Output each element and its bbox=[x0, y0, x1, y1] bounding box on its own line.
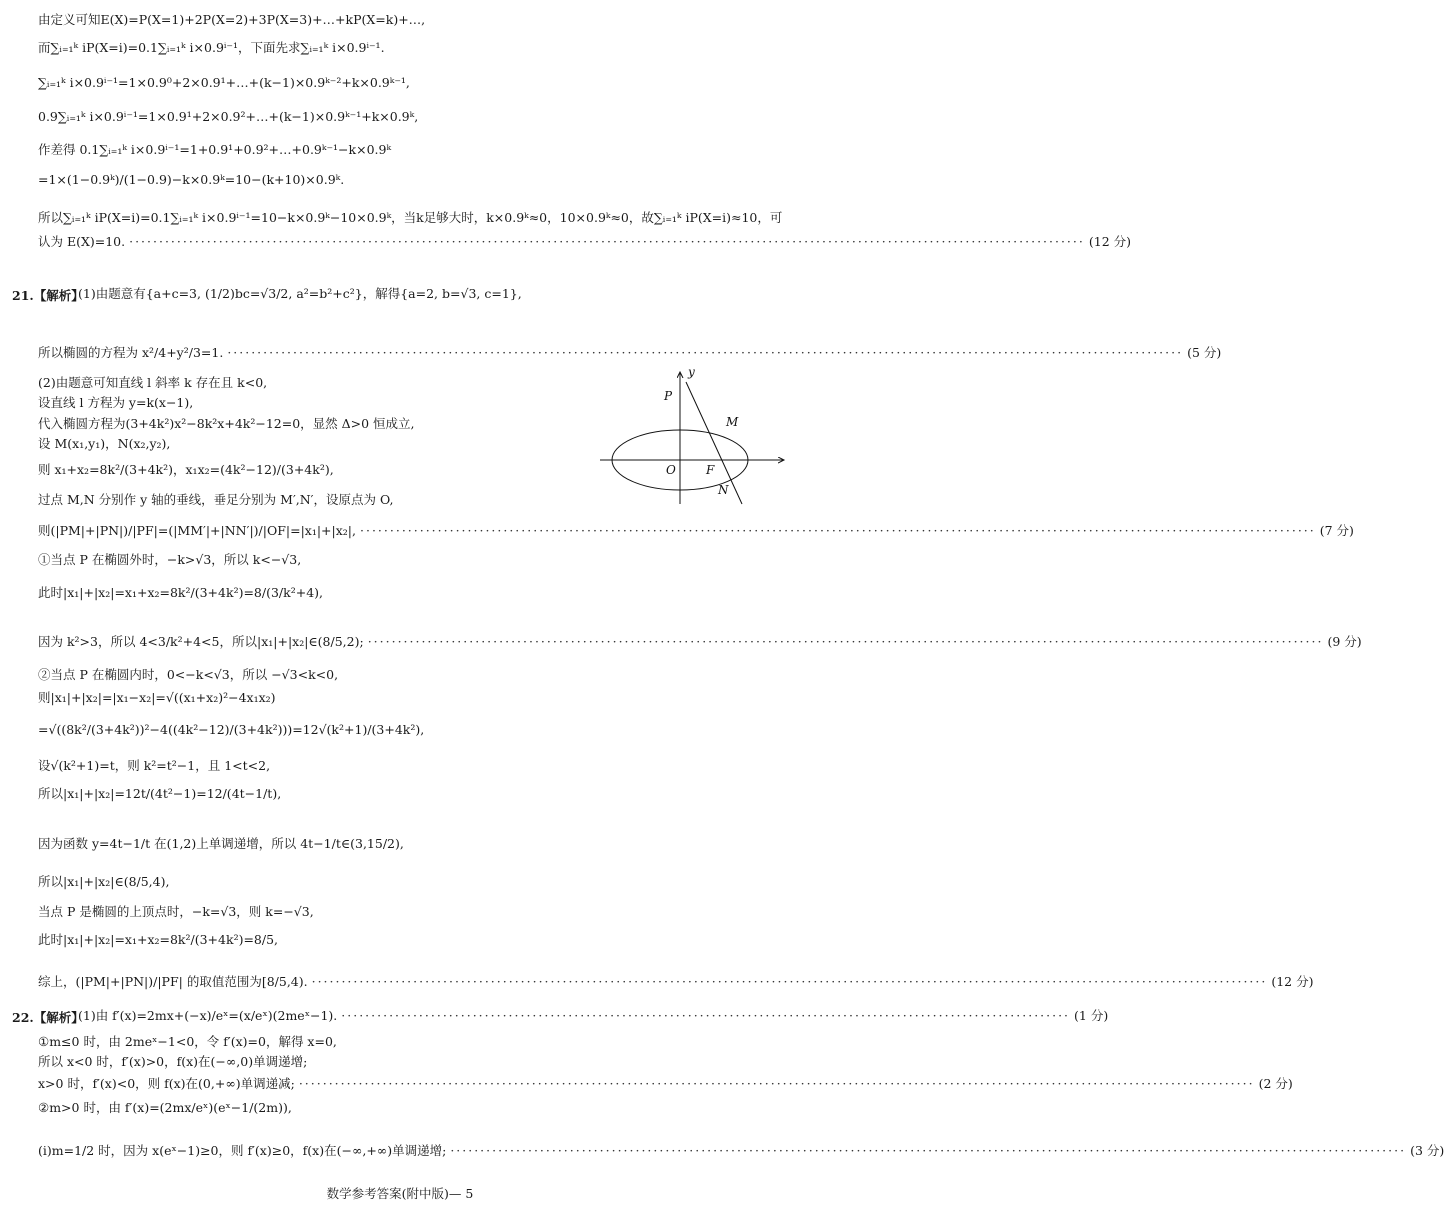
origin-label: O bbox=[666, 463, 676, 477]
scored-line bbox=[38, 234, 1131, 250]
leader-dots: ································································································································································ bbox=[129, 234, 1085, 249]
leader-dots: ································································································································································ bbox=[298, 1076, 1255, 1091]
solution-line: 所以|x₁|+|x₂|=12t/(4t²−1)=12/(4t−1/t), bbox=[38, 786, 282, 801]
scored-line bbox=[38, 1143, 1444, 1159]
solution-line: ②当点 P 在椭圆内时，0<−k<√3，所以 −√3<k<0, bbox=[38, 667, 339, 682]
solution-line: 此时|x₁|+|x₂|=x₁+x₂=8k²/(3+4k²)=8/5, bbox=[38, 932, 279, 947]
score-label: (5 分) bbox=[1187, 345, 1222, 360]
leader-dots: ································································································································································ bbox=[360, 523, 1316, 538]
score-label: (2 分) bbox=[1258, 1076, 1293, 1091]
solution-line: 因为函数 y=4t−1/t 在(1,2)上单调递增，所以 4t−1/t∈(3,15/2), bbox=[38, 836, 404, 851]
step-text: 因为 k²>3，所以 4<3/k²+4<5，所以|x₁|+|x₂|∈(8/5,2); bbox=[38, 634, 364, 649]
solution-line: =1×(1−0.9ᵏ)/(1−0.9)−k×0.9ᵏ=10−(k+10)×0.9ᵏ. bbox=[38, 172, 345, 187]
question-22-number bbox=[12, 1008, 84, 1026]
scored-line bbox=[38, 345, 1222, 361]
solution-line: 此时|x₁|+|x₂|=x₁+x₂=8k²/(3+4k²)=8/(3/k²+4), bbox=[38, 585, 323, 600]
question-21-number bbox=[12, 286, 84, 304]
solution-line: 设直线 l 方程为 y=k(x−1), bbox=[38, 395, 194, 410]
solution-line: =√((8k²/(3+4k²))²−4((4k²−12)/(3+4k²)))=12√(k²+1)/(3+4k²), bbox=[38, 722, 425, 737]
ellipse-figure bbox=[596, 365, 792, 508]
step-text: 则(|PM|+|PN|)/|PF|=(|MM′|+|NN′|)/|OF|=|x₁|+|x₂|, bbox=[38, 523, 356, 538]
leader-dots: ································································································································································ bbox=[227, 345, 1184, 360]
step-text: (i)m=1/2 时，因为 x(eˣ−1)≥0，则 f′(x)≥0，f(x)在(−∞,+∞)单调递增; bbox=[38, 1143, 447, 1158]
step-text: 认为 E(X)=10. bbox=[38, 234, 126, 249]
question-number: 21. bbox=[12, 288, 34, 303]
leader-dots: ································································································································································ bbox=[367, 634, 1324, 649]
solution-line: 由定义可知E(X)=P(X=1)+2P(X=2)+3P(X=3)+…+kP(X=k)+…, bbox=[38, 12, 426, 27]
score-label: (9 分) bbox=[1327, 634, 1362, 649]
solution-line: 过点 M,N 分别作 y 轴的垂线，垂足分别为 M′,N′，设原点为 O, bbox=[38, 492, 394, 507]
score-label: (12 分) bbox=[1088, 234, 1131, 249]
score-label: (7 分) bbox=[1319, 523, 1354, 538]
score-label: (1 分) bbox=[1074, 1008, 1109, 1023]
solution-line: 代入椭圆方程为(3+4k²)x²−8k²x+4k²−12=0，显然 Δ>0 恒成立, bbox=[38, 416, 415, 431]
scored-line bbox=[38, 523, 1354, 539]
question-number: 22. bbox=[12, 1010, 34, 1025]
solution-line: 设√(k²+1)=t，则 k²=t²−1，且 1<t<2, bbox=[38, 758, 271, 773]
page-footer: 数学参考答案(附中版)— 5 bbox=[326, 1186, 474, 1201]
point-n-label: N bbox=[718, 483, 729, 497]
scored-line bbox=[38, 634, 1362, 650]
solution-line: 所以 x<0 时，f′(x)>0，f(x)在(−∞,0)单调递增; bbox=[38, 1054, 308, 1069]
scored-line bbox=[38, 1076, 1293, 1092]
solution-line: 则 x₁+x₂=8k²/(3+4k²)，x₁x₂=(4k²−12)/(3+4k²), bbox=[38, 462, 334, 477]
solution-line: (2)由题意可知直线 l 斜率 k 存在且 k<0, bbox=[38, 375, 268, 390]
solution-line: 0.9∑ᵢ₌₁ᵏ i×0.9ⁱ⁻¹=1×0.9¹+2×0.9²+…+(k−1)×0.9ᵏ⁻¹+k×0.9ᵏ, bbox=[38, 109, 419, 124]
solution-line: 当点 P 是椭圆的上顶点时，−k=√3，则 k=−√3, bbox=[38, 904, 314, 919]
solution-line: 作差得 0.1∑ᵢ₌₁ᵏ i×0.9ⁱ⁻¹=1+0.9¹+0.9²+…+0.9ᵏ⁻¹−k×0.9ᵏ bbox=[38, 142, 392, 157]
solution-line: 而∑ᵢ₌₁ᵏ iP(X=i)=0.1∑ᵢ₌₁ᵏ i×0.9ⁱ⁻¹，下面先求∑ᵢ₌₁ᵏ i×0.9ⁱ⁻¹. bbox=[38, 40, 385, 55]
focus-f-label: F bbox=[706, 463, 715, 477]
score-label: (3 分) bbox=[1410, 1143, 1444, 1158]
leader-dots: ································································································································································ bbox=[450, 1143, 1407, 1158]
question-21-system: (1)由题意有{a+c=3, (1/2)bc=√3/2, a²=b²+c²}，解得{a=2, b=√3, c=1}, bbox=[78, 286, 522, 301]
solution-line: 则|x₁|+|x₂|=|x₁−x₂|=√((x₁+x₂)²−4x₁x₂) bbox=[38, 690, 276, 705]
solution-line: ①m≤0 时，由 2meˣ−1<0，令 f′(x)=0，解得 x=0, bbox=[38, 1034, 337, 1049]
point-m-label: M bbox=[726, 415, 739, 429]
solution-line: ②m>0 时，由 f′(x)=(2mx/eˣ)(eˣ−1/(2m)), bbox=[38, 1100, 292, 1115]
step-text: x>0 时，f′(x)<0，则 f(x)在(0,+∞)单调递减; bbox=[38, 1076, 295, 1091]
solution-line: 设 M(x₁,y₁)，N(x₂,y₂), bbox=[38, 436, 171, 451]
solution-line: 所以|x₁|+|x₂|∈(8/5,4), bbox=[38, 874, 170, 889]
y-axis-label: y bbox=[688, 365, 695, 379]
solution-line: ①当点 P 在椭圆外时，−k>√3，所以 k<−√3, bbox=[38, 552, 302, 567]
solution-line: 所以∑ᵢ₌₁ᵏ iP(X=i)=0.1∑ᵢ₌₁ᵏ i×0.9ⁱ⁻¹=10−k×0.9ᵏ−10×0.9ᵏ，当k足够大时，k×0.9ᵏ≈0，10×0.9ᵏ≈0，故∑ᵢ₌₁ᵏ iP(X=i)≈10，可 bbox=[38, 210, 783, 225]
step-text: 所以椭圆的方程为 x²/4+y²/3=1. bbox=[38, 345, 224, 360]
leader-dots: ································································································································································ bbox=[311, 974, 1268, 989]
point-p-label: P bbox=[664, 389, 673, 403]
analysis-label: 【解析】 bbox=[33, 1010, 84, 1025]
leader-dots: ·························································································································· bbox=[341, 1008, 1071, 1023]
analysis-label: 【解析】 bbox=[33, 288, 84, 303]
step-text: (1)由 f′(x)=2mx+(−x)/eˣ=(x/eˣ)(2meˣ−1). bbox=[78, 1008, 338, 1023]
question-22-first-line bbox=[78, 1008, 1109, 1024]
score-label: (12 分) bbox=[1271, 974, 1314, 989]
step-text: 综上，(|PM|+|PN|)/|PF| 的取值范围为[8/5,4). bbox=[38, 974, 308, 989]
scored-line bbox=[38, 974, 1314, 990]
solution-line: ∑ᵢ₌₁ᵏ i×0.9ⁱ⁻¹=1×0.9⁰+2×0.9¹+…+(k−1)×0.9ᵏ⁻²+k×0.9ᵏ⁻¹, bbox=[38, 75, 410, 90]
